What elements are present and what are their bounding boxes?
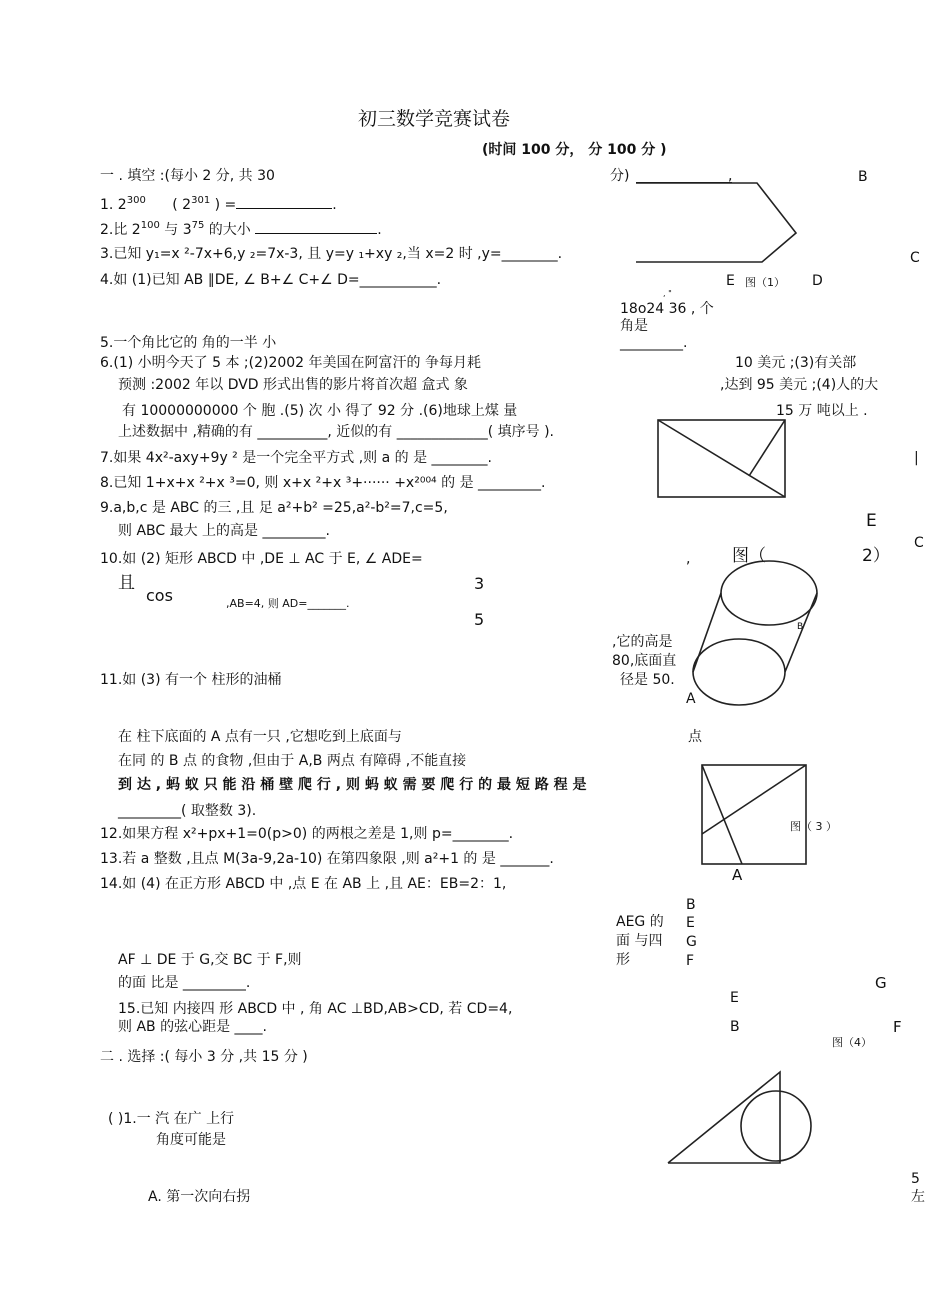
- question-13: 13.若 a 整数 ,且点 M(3a-9,2a-10) 在第四象限 ,则 a²+1 的 是 _______.: [100, 851, 554, 867]
- question-11-line-3: 在同 的 B 点 的食物 ,但由于 A,B 两点 有障碍 ,不能直接: [118, 753, 467, 769]
- question-10-cos: cos: [146, 586, 173, 605]
- fig1-marks: , ": [663, 289, 672, 298]
- question-5-right-1: 18o24 36 , 个: [620, 301, 714, 317]
- fig3-label-a: A: [686, 691, 696, 707]
- question-8: 8.已知 1+x+x ²+x ³=0, 则 x+x ²+x ³+······ +x²⁰⁰⁴ 的 是 _________.: [100, 475, 546, 491]
- question-11-line-4: 到 达 , 蚂 蚁 只 能 沿 桶 壁 爬 行 , 则 蚂 蚁 需 要 爬 行 的 最 短 路 程 是: [118, 777, 587, 793]
- question-3: 3.已知 y₁=x ²-7x+6,y ₂=7x-3, 且 y=y ₁+xy ₂,当 x=2 时 ,y=________.: [100, 246, 563, 262]
- fig4-label-b: B: [686, 897, 696, 913]
- question-6-line-3: 有 10000000000 个 胞 .(5) 次 小 得了 92 分 .(6)地球上煤 量: [122, 403, 518, 419]
- question-6-line-4: 上述数据中 ,精确的有 __________, 近似的有 _____________( 填序号 ).: [118, 424, 554, 440]
- question-5: 5.一个角比它的 角的一半 小: [100, 335, 277, 351]
- edge-char-5: 5: [911, 1171, 920, 1187]
- question-11-line-1: 11.如 (3) 有一个 柱形的油桶: [100, 672, 282, 688]
- section1-header: 一 . 填空 :(每小 2 分, 共 30: [100, 168, 275, 184]
- question-11-right-3: 径是 50.: [620, 672, 675, 688]
- question-10-numerator: 3: [474, 574, 485, 593]
- question-14-right-1: AEG 的: [616, 914, 664, 930]
- question-14-right-3: 形: [616, 952, 630, 968]
- fig4-label-f: F: [686, 953, 695, 969]
- question-11-right-1: ,它的高是: [612, 634, 673, 650]
- question-14-line-2: AF ⊥ DE 于 G,交 BC 于 F,则: [118, 952, 302, 968]
- question-6-line-1-right: 10 美元 ;(3)有关部: [735, 355, 857, 371]
- question-12: 12.如果方程 x²+px+1=0(p>0) 的两根之差是 1,则 p=________.: [100, 826, 514, 842]
- question-10-denominator: 5: [474, 610, 485, 629]
- section2-question-1-line-2: 角度可能是: [156, 1132, 226, 1148]
- question-11-right-2: 80,底面直: [612, 653, 677, 669]
- fig4-label-g-right: G: [875, 974, 887, 992]
- question-7: 7.如果 4x²-axy+9y ² 是一个完全平方式 ,则 a 的 是 ________.: [100, 450, 492, 466]
- question-11-line-2-right: 点: [688, 729, 702, 745]
- question-4: 4.如 (1)已知 AB ∥DE, ∠ B+∠ C+∠ D=___________.: [100, 272, 442, 288]
- question-11-line-5: _________( 取整数 3).: [118, 803, 257, 819]
- fig2-label-e: E: [866, 511, 877, 531]
- figure-4-caption: 图（4）: [832, 1036, 872, 1049]
- section2-option-a: A. 第一次向右拐: [148, 1189, 251, 1205]
- question-11-line-2: 在 柱下底面的 A 点有一只 ,它想吃到上底面与: [118, 729, 402, 745]
- question-14-line-3: 的面 比是 _________.: [118, 975, 251, 991]
- question-6-line-2: 预测 :2002 年以 DVD 形式出售的影片将首次超 盒式 象: [118, 377, 468, 393]
- fig1-label-d: D: [812, 273, 823, 289]
- edge-char-zuo: 左: [911, 1189, 925, 1205]
- fig1-tick: ,: [728, 168, 733, 184]
- question-5-right-2: 角是: [620, 318, 648, 334]
- question-15-line-2: 则 AB 的弦心距是 ____.: [118, 1019, 267, 1035]
- fig3-label-a-bottom: A: [732, 866, 743, 884]
- question-2: 2.比 $2^{100}$ 与 $3^{75}$ 的大小 .: [100, 220, 382, 238]
- fig4-label-e: E: [686, 915, 695, 931]
- question-6-line-1: 6.(1) 小明今天了 5 本 ;(2)2002 年美国在阿富汗的 争每月耗: [100, 355, 481, 371]
- fig4-label-e-right: E: [730, 990, 739, 1006]
- edge-mark: |: [914, 450, 919, 466]
- section1-header-right: 分): [610, 168, 630, 184]
- page-subtitle: (时间 100 分， 分 100 分 ): [482, 142, 667, 158]
- question-5-right-3: _________.: [620, 335, 688, 351]
- question-14-line-1: 14.如 (4) 在正方形 ABCD 中 ,点 E 在 AB 上 ,且 AE：EB=2：1,: [100, 876, 507, 892]
- question-15-line-1: 15.已知 内接四 形 ABCD 中 , 角 AC ⊥BD,AB>CD, 若 CD=4,: [118, 1001, 513, 1017]
- fig1-label-b: B: [858, 169, 868, 185]
- fig4-label-g: G: [686, 934, 697, 950]
- fig4-label-f-right: F: [893, 1018, 902, 1036]
- fig1-caption: 图（1）: [745, 276, 785, 289]
- figure-2-caption: 图（: [732, 546, 766, 566]
- fig4-label-b-right: B: [730, 1019, 740, 1035]
- question-14-right-2: 面 与四: [616, 933, 663, 949]
- question-10-comma: ,: [686, 551, 691, 567]
- fig2-label-c: C: [914, 535, 924, 551]
- page-title: 初三数学竞赛试卷: [358, 108, 511, 130]
- question-10-line-1: 10.如 (2) 矩形 ABCD 中 ,DE ⊥ AC 于 E, ∠ ADE=: [100, 551, 423, 567]
- figure-2-caption-num: 2）: [862, 546, 890, 566]
- question-1: 1. $2^{300}$ ( $2^{301}$ ) = .: [100, 195, 337, 213]
- question-6-line-3-right: 15 万 吨以上 .: [776, 403, 868, 419]
- question-6-line-2-right: ,达到 95 美元 ;(4)人的大: [720, 377, 879, 393]
- question-10-qie: 且: [118, 573, 135, 593]
- fig1-label-e: E: [726, 273, 735, 289]
- section2-header: 二 . 选择 :( 每小 3 分 ,共 15 分 ): [100, 1049, 308, 1065]
- question-9-line-1: 9.a,b,c 是 ABC 的三 ,且 足 a²+b² =25,a²-b²=7,c=5,: [100, 500, 448, 516]
- section2-question-1-line-1: ( )1.一 汽 在广 上行: [108, 1111, 235, 1127]
- fig1-label-c: C: [910, 250, 920, 266]
- fig3-label-b: B: [797, 622, 804, 632]
- question-9-line-2: 则 ABC 最大 上的高是 _________.: [118, 523, 330, 539]
- figure-3-caption: 图（ 3 ）: [790, 820, 837, 833]
- question-10-line-2: ,AB=4, 则 AD=_______.: [226, 597, 350, 610]
